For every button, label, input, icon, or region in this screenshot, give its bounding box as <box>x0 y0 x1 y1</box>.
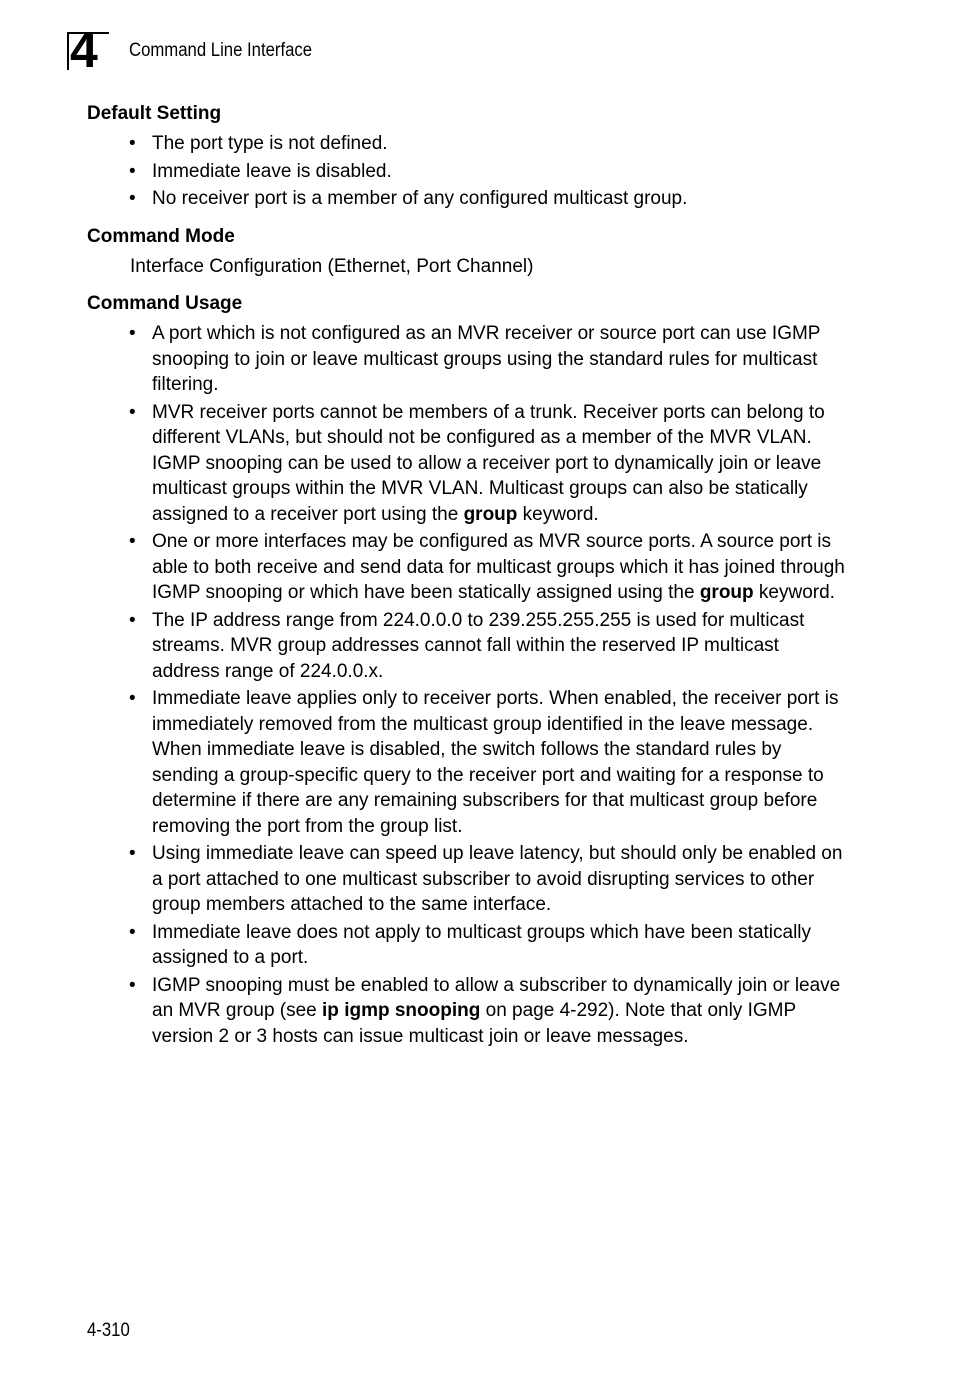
command-reference-link: ip igmp snooping <box>322 1000 481 1021</box>
list-item: • Immediate leave is disabled. <box>87 159 847 185</box>
list-item: • One or more interfaces may be configured as MVR source ports. A source port is able to both receive and send data for multicast groups which it has joined through IGMP snooping or which have been statically assigned using the group keyword. <box>129 531 845 603</box>
bullet-icon: • <box>129 160 136 182</box>
bullet-icon: • <box>129 688 136 709</box>
bullet-icon: • <box>129 921 136 943</box>
default-setting-list <box>87 131 847 212</box>
list-item: • No receiver port is a member of any configured multicast group. <box>87 186 847 212</box>
command-mode-heading: Command Mode <box>87 225 235 247</box>
bullet-icon: • <box>129 133 136 154</box>
chapter-number: 4 <box>70 22 97 78</box>
page-number: 4-310 <box>87 1320 130 1341</box>
bullet-icon: • <box>129 531 136 552</box>
list-item: • Using immediate leave can speed up leave latency, but should only be enabled on a port attached to one multicast subscriber to avoid disrupting services to other group members attached to the same interface. <box>129 843 843 915</box>
page-content <box>87 101 847 1061</box>
bullet-icon: • <box>129 323 136 344</box>
list-item: • Immediate leave does not apply to multicast groups which have been statically assigned to a port. <box>129 921 812 968</box>
running-header-title: Command Line Interface <box>129 40 313 61</box>
keyword-bold: group <box>699 582 754 603</box>
command-usage-list <box>87 321 847 1049</box>
command-usage-heading: Command Usage <box>87 293 243 314</box>
keyword-bold: group <box>463 503 518 525</box>
list-item: • IGMP snooping must be enabled to allow a subscriber to dynamically join or leave an MVR group (see ip igmp snooping on page 4-292). Note that only IGMP version 2 or 3 hosts can issue multicast join or leave messages. <box>129 974 841 1047</box>
bullet-icon: • <box>129 843 136 864</box>
bullet-icon: • <box>129 401 136 423</box>
list-item: • A port which is not configured as an MVR receiver or source port can use IGMP snooping to join or leave multicast groups using the standard rules for multicast filtering. <box>129 323 821 395</box>
default-setting-heading: Default Setting <box>87 103 222 124</box>
command-mode-text: Interface Configuration (Ethernet, Port Channel) <box>130 255 534 277</box>
bullet-icon: • <box>129 609 136 631</box>
bullet-icon: • <box>129 188 136 209</box>
list-item: • The port type is not defined. <box>87 131 847 157</box>
list-item: • The IP address range from 224.0.0.0 to 239.255.255.255 is used for multicast streams. MVR group addresses cannot fall within the reserved IP multicast address range of 224.0.0.x. <box>129 609 805 682</box>
list-item: • MVR receiver ports cannot be members of a trunk. Receiver ports can belong to different VLANs, but should not be configured as a member of the MVR VLAN. IGMP snooping can be used to allow a receiver port to dynamically join or leave multicast groups within the MVR VLAN. Multicast groups can also be statically assigned to a receiver port using the group keyword. <box>129 401 825 525</box>
bullet-icon: • <box>129 974 136 996</box>
list-item: • Immediate leave applies only to receiver ports. When enabled, the receiver port is immediately removed from the multicast group identified in the leave message. When immediate leave is disabled, the switch follows the standard rules by sending a group-specific query to the receiver port and waiting for a response to determine if there are any remaining subscribers for that multicast group before removing the port from the group list. <box>129 688 839 837</box>
